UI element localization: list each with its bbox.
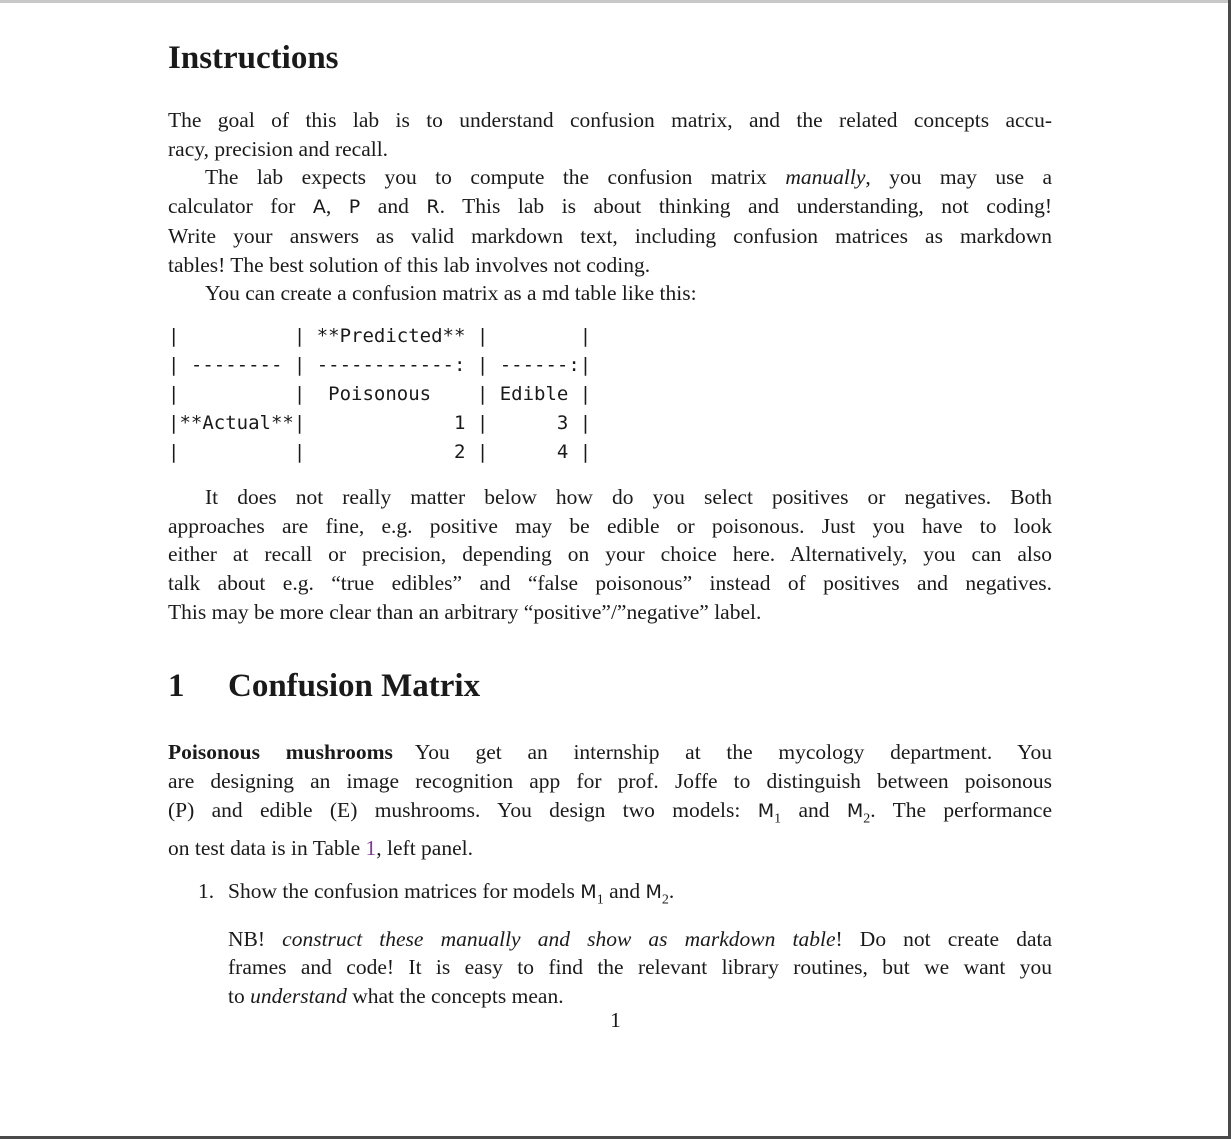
text-line: (P) and edible (E) mushrooms. You design two models: $M_1$ and $M_2$. The performance — [168, 797, 1052, 827]
text-line: on test data is in Table 1, left panel. — [168, 835, 473, 860]
code-line: |**Actual**| 1 | 3 | — [168, 411, 592, 434]
paragraph-md-table — [168, 279, 1052, 308]
code-line: | | Poisonous | Edible | — [168, 382, 592, 405]
paragraph-mushrooms — [168, 738, 1052, 862]
text-line: The lab expects you to compute the confusion matrix manually, you may use a — [205, 165, 1052, 190]
document-page — [168, 30, 1052, 1011]
text-line: It does not really matter below how do you select positives or negatives. Both — [205, 484, 1052, 509]
text-line: The goal of this lab is to understand confusion matrix, and the related concepts accu- — [168, 108, 1052, 132]
section-heading — [168, 666, 1052, 706]
text-line: You can create a confusion matrix as a md table like this: — [205, 281, 697, 306]
text-line: to understand what the concepts mean. — [228, 983, 564, 1008]
text-line: calculator for A, P and R. This lab is about thinking and understanding, not coding! — [168, 194, 1052, 219]
section-title: Confusion Matrix — [228, 668, 481, 705]
text-line: Poisonous mushrooms You get an internship at the mycology department. You — [168, 740, 1052, 765]
text-line: frames and code! It is easy to find the relevant library routines, but we want you — [228, 955, 1052, 980]
page-number: 1 — [610, 1008, 621, 1032]
code-line: | | 2 | 4 | — [168, 440, 592, 463]
code-line: | | **Predicted** | | — [168, 324, 592, 347]
task-list — [198, 877, 1052, 1011]
top-border — [0, 0, 1231, 3]
paragraph-positives — [168, 483, 1052, 627]
markdown-table-example — [168, 322, 1052, 467]
text-line: NB! construct these manually and show as markdown table! Do not create data — [228, 926, 1052, 951]
text-line: talk about e.g. “true edibles” and “false poisonous” instead of positives and negatives. — [168, 571, 1052, 596]
text-line: Write your answers as valid markdown text, including confusion matrices as markdown — [168, 223, 1052, 248]
list-item: 1. Show the confusion matrices for models $M_1$ and $M_2$. — [198, 878, 675, 907]
text-line: are designing an image recognition app for prof. Joffe to distinguish between poisonous — [168, 769, 1052, 794]
nb-note — [228, 925, 1052, 1011]
text-line: either at recall or precision, depending on your choice here. Alternatively, you can also — [168, 542, 1052, 567]
text-line: This may be more clear than an arbitrary “positive”/”negative” label. — [168, 599, 762, 624]
text-line: tables! The best solution of this lab involves not coding. — [168, 252, 651, 277]
paragraph-lead: Poisonous mushrooms — [168, 740, 393, 765]
paragraph-expectations — [168, 163, 1052, 279]
text-line: approaches are fine, e.g. positive may be edible or poisonous. Just you have to look — [168, 513, 1052, 538]
section-number: 1 — [168, 668, 185, 705]
text-line: racy, precision and recall. — [168, 136, 389, 161]
code-line: | -------- | ------------: | ------:| — [168, 353, 592, 376]
list-marker: 1. — [198, 878, 215, 903]
instructions-heading: Instructions — [168, 40, 339, 76]
paragraph-goal — [168, 106, 1052, 163]
table-reference-link[interactable]: 1 — [365, 835, 377, 860]
